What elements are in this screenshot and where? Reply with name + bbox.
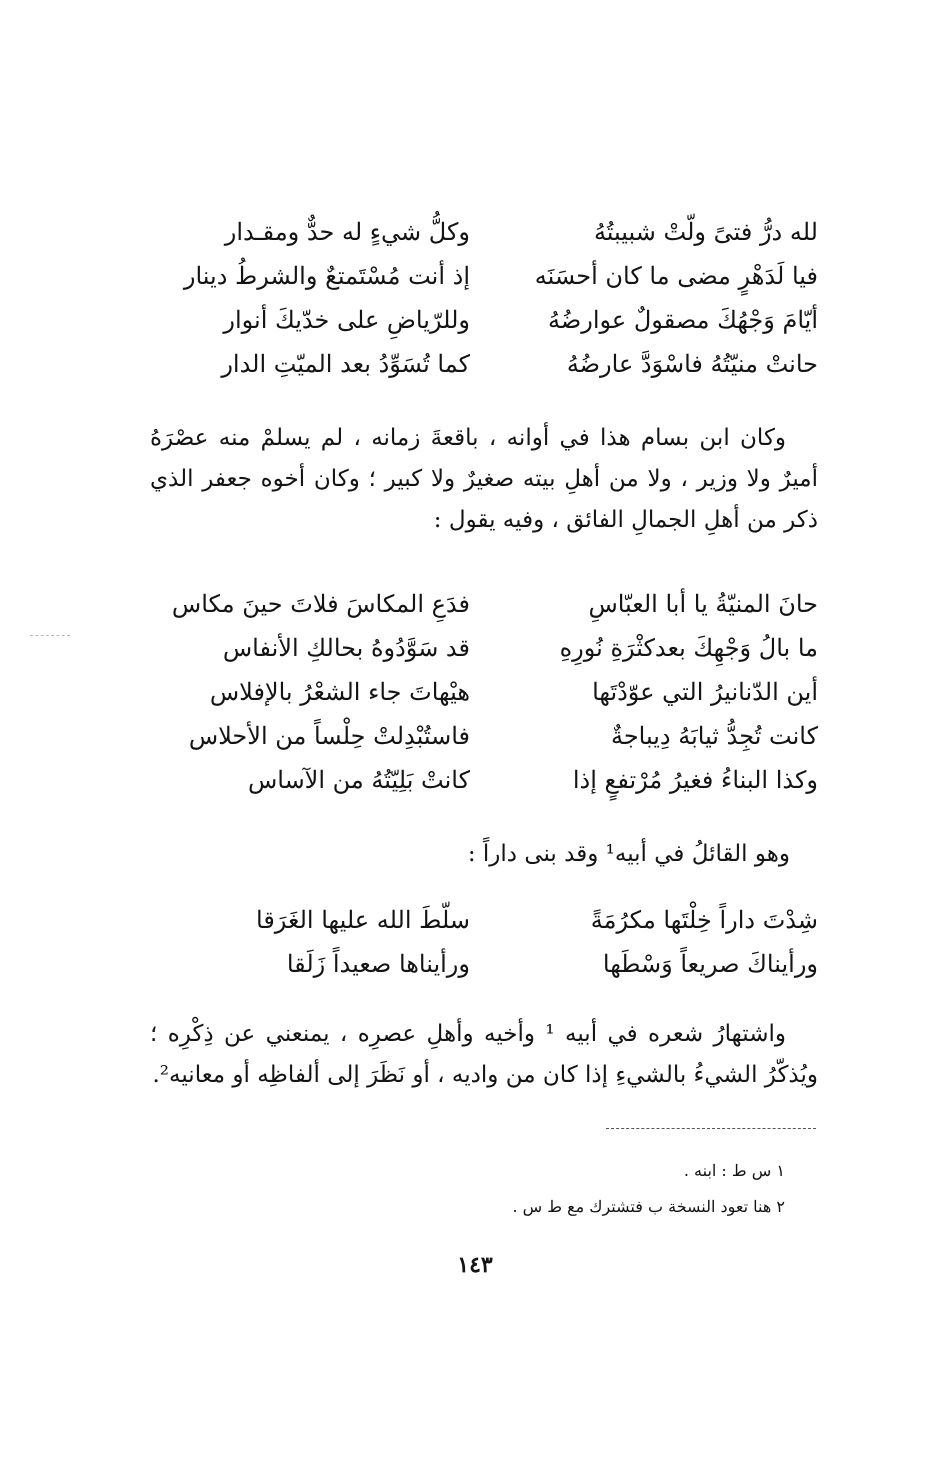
verse-line	[150, 254, 830, 298]
verse-first-hemistich: حانَ المنيّةُ يا أبا العبّاسِ	[588, 590, 818, 618]
verse-line	[150, 898, 830, 942]
verse-line	[150, 582, 830, 626]
verse-second-hemistich: كانتْ بَلِيّتُهُ من الآساس	[247, 766, 470, 794]
footnote-separator	[606, 1128, 816, 1129]
page-number: ١٤٣	[457, 1252, 493, 1278]
paragraph-text: واشتهارُ شعره في أبيه ¹ وأخيه وأهلِ عصرِه ، يمنعني عن ذِكْرِه ؛ ويُذكّرُ الشيءُ بالشيءِ إذا كان من واديه ، أو نَظَرَ إلى ألفاظِه أو معانيه².	[150, 1021, 818, 1088]
paragraph-2	[150, 1014, 818, 1096]
paragraph-1	[150, 418, 818, 541]
paragraph-text: وكان ابن بسام هذا في أوانه ، باقعةَ زمانه ، لم يسلمْ منه عصْرَهُ أميرٌ ولا وزير ، ولا من أهلِ بيته صغيرٌ ولا كبير ؛ وكان أخوه جعفر الذي ذكر من أهلِ الجمالِ الفائق ، وفيه يقول :	[150, 425, 818, 533]
poem-3-intro: وهو القائلُ في أبيه¹ وقد بنى داراً :	[467, 841, 790, 867]
verse-first-hemistich: أيّامَ وَجْهُكَ مصقولٌ عوارضُهُ	[548, 306, 818, 334]
verse-line	[150, 758, 830, 802]
verse-second-hemistich: فدَعِ المكاسَ فلاتَ حينَ مكاس	[171, 590, 470, 618]
verse-line	[150, 342, 830, 386]
verse-second-hemistich: وكلُّ شيءٍ له حدٌّ ومقـدار	[224, 218, 470, 246]
verse-second-hemistich: إذ أنت مُسْتَمتعٌ والشرطُ دينار	[183, 262, 470, 290]
verse-second-hemistich: وللرّياضِ على خدّيكَ أنوار	[223, 306, 470, 334]
verse-line	[150, 210, 830, 254]
verse-first-hemistich: ورأيناكَ صريعاً وَسْطَها	[602, 950, 818, 978]
verse-first-hemistich: وكذا البناءُ فغيرُ مُرْتفعٍ إذا	[572, 766, 818, 794]
poem-2	[150, 582, 830, 802]
verse-second-hemistich: هيْهاتَ جاء الشعْرُ بالإفلاس	[209, 678, 470, 706]
verse-second-hemistich: سلّطَ الله عليها الغَرَقا	[256, 906, 470, 934]
verse-first-hemistich: أين الدّنانيرُ التي عوّدْتَها	[592, 678, 818, 706]
verse-second-hemistich: فاستُبْدِلتْ حِلْساً من الأحلاس	[188, 722, 470, 750]
verse-first-hemistich: فيا لَدَهْرٍ مضى ما كان أحسَنَه	[534, 262, 818, 290]
poem-3	[150, 898, 830, 986]
verse-second-hemistich: قد سَوَّدُوهُ بحالكِ الأنفاس	[222, 634, 470, 662]
verse-line	[150, 670, 830, 714]
verse-line	[150, 942, 830, 986]
verse-line	[150, 298, 830, 342]
footnote-1: ١ س ط : ابنه .	[683, 1161, 785, 1180]
verse-first-hemistich: ما بالُ وَجْهِكَ بعدكثْرَةِ نُورِهِ	[559, 634, 818, 662]
verse-first-hemistich: كانت تُجِدُّ ثيابَهُ دِيباجةٌ	[610, 722, 818, 750]
verse-second-hemistich: كما تُسَوِّدُ بعد الميّتِ الدار	[221, 350, 470, 378]
margin-mark	[30, 635, 70, 636]
verse-first-hemistich: شِدْتَ داراً خِلْتَها مكرُمَةً	[590, 906, 818, 934]
footnote-2: ٢ هنا تعود النسخة ب فتشترك مع ط س .	[512, 1197, 785, 1216]
verse-line	[150, 626, 830, 670]
verse-line	[150, 714, 830, 758]
verse-first-hemistich: حانتْ منيّتُهُ فاسْوَدَّ عارضُهُ	[566, 350, 818, 378]
verse-first-hemistich: لله درُّ فتىً ولّتْ شبيبتُهُ	[593, 218, 818, 246]
poem-1	[150, 210, 830, 386]
verse-second-hemistich: ورأيناها صعيداً زَلَقا	[286, 950, 470, 978]
